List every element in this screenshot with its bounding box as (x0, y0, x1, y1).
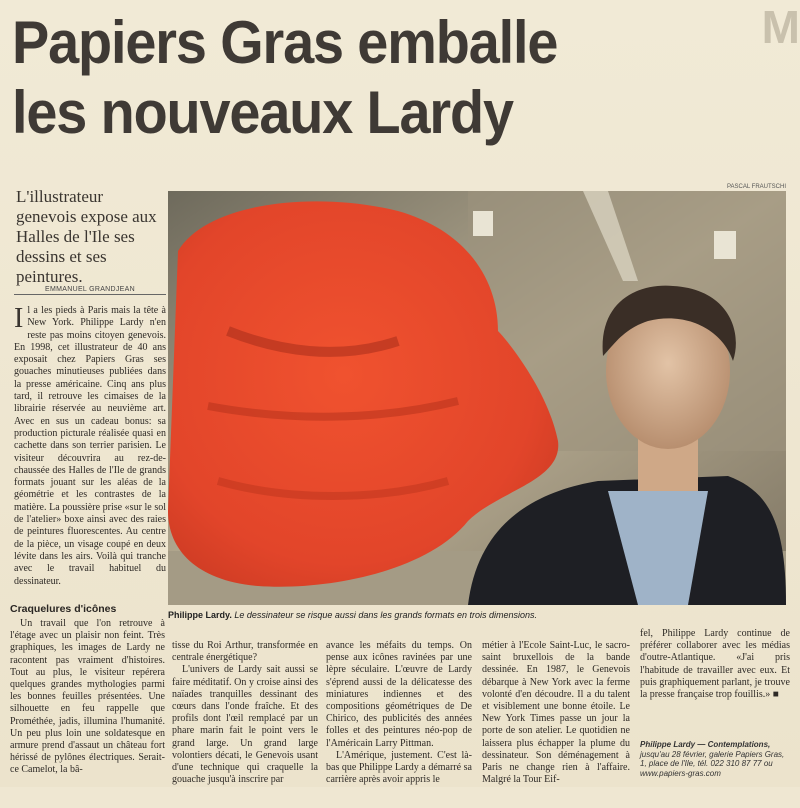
headline (12, 8, 700, 148)
lead-text: l a les pieds à Paris mais la tête à New York. Philippe Lardy n'en reste pas moins citoyen genevois. En 1998, cet illustrateur de 40 ans exposait chez Papiers Gras ses gouaches minutieuses publiées dans la presse américaine. Cinq ans plus tard, il retrouve les cimaises de la librairie réservée au neuvième art. Avec en sus un cadeau bonus: sa production picturale réalisée quasi en cachette dans son terrier parisien. Le visiteur découvrira au rez-de-chaussée des Halles de l'Ile de grands formats jouant sur les aléas de la géométrie et les contrastes de la matière. La poussière prise «sur le sol de l'atelier» boxe ainsi avec des raies de peintures fluorescentes. Au centre de la pièce, un visage coupé en deux lévite dans les airs. Voilà qui tranche avec le travail habituel du dessinateur. (14, 305, 166, 587)
column-2 (172, 640, 318, 808)
info-title: Philippe Lardy — Contemplations, (640, 740, 771, 749)
article-photo (168, 191, 786, 605)
lead-paragraph (14, 305, 166, 588)
column-4-text: métier à l'Ecole Saint-Luc, le sacro-saint bruxellois de la bande dessinée. En 1987, le Genevois débarque à New York avec la ferme volonté d'en découdre. Il a du talent et visiblement une bonne étoile. Le New York Times passe un jour la porte de son atelier. Le quotidien ne laissera plus échapper la plume du dessinateur. Son déménagement à Paris ne change rien à l'affaire. Malgré la Tour Eif- (482, 640, 630, 786)
headline-line-2: les nouveaux Lardy (12, 79, 513, 146)
photo-caption (168, 610, 786, 620)
section-subhead: Craquelures d'icônes (10, 603, 117, 615)
drop-cap: I (14, 303, 24, 334)
column-3-para-1: avance les méfaits du temps. On pense aux icônes ravinées par une lèpre séculaire. L'œuvre de Lardy s'éprend aussi de la délicatesse des miniatures indiennes et des compositions géométriques de De Chirico, des publicités des années folles et des peintures néo-pop de l'Américain Larry Pittman. (326, 640, 472, 749)
info-details: jusqu'au 28 février, galerie Papiers Gras, 1, place de l'Ile, tél. 022 310 87 77 ou www.papiers-gras.com (640, 749, 785, 778)
caption-text: Le dessinateur se risque aussi dans les grands formats en trois dimensions. (231, 610, 537, 620)
column-5-text: fel, Philippe Lardy continue de préférer collaborer avec les médias d'outre-Atlantique. «J'ai pris l'habitude de travailler avec eux. Et puis graphiquement parlant, je trouve la presse française trop fouillis.» ■ (640, 628, 790, 701)
byline: EMMANUEL GRANDJEAN (14, 286, 166, 295)
column-1-text: Un travail que l'on retrouve à l'étage avec un plaisir non feint. Très graphiques, les images de Lardy ne racontent pas vraiment d'histoires. Tout au plus, le visiteur repérera quelques grandes mythologies parmi les bonnes feuilles présentées. Une silhouette en feu rappelle que Prométhée, jadis, illumina l'humanité. Un peu plus loin une soldatesque en armure prend d'assaut un château fort hérissé de pylônes électriques. Serait-ce Camelot, la bâ- (10, 618, 165, 776)
column-4 (482, 640, 630, 808)
photo-illustration (168, 191, 786, 605)
adjacent-page-fragment: M (761, 1, 800, 53)
deck: L'illustrateur genevois expose aux Halles de l'Ile ses dessins et ses peintures. (16, 187, 157, 286)
headline-line-1: Papiers Gras emballe (12, 9, 558, 76)
column-5 (640, 628, 790, 738)
column-3 (326, 640, 472, 808)
caption-name: Philippe Lardy. (168, 610, 232, 620)
column-3-para-2: L'Amérique, justement. C'est là-bas que Philippe Lardy a démarré sa carrière après avoir appris le (326, 749, 472, 786)
column-2-para-2: L'univers de Lardy sait aussi se faire méditatif. On y croise ainsi des naïades tranquilles dessinant des cœurs dans l'onde fraîche. Et des profils dont l'œil remplacé par un phare marin fait le point vers le grand large. Un grand large volontiers décati, le Genevois usant d'une technique qui craquelle la gouache jusqu'à inscrire par (172, 664, 318, 786)
exhibition-info (640, 740, 790, 778)
column-1 (10, 618, 165, 786)
photo-credit: PASCAL FRAUTSCHI (726, 184, 786, 190)
column-2-para-1: tisse du Roi Arthur, transformée en centrale énergétique? (172, 640, 318, 664)
